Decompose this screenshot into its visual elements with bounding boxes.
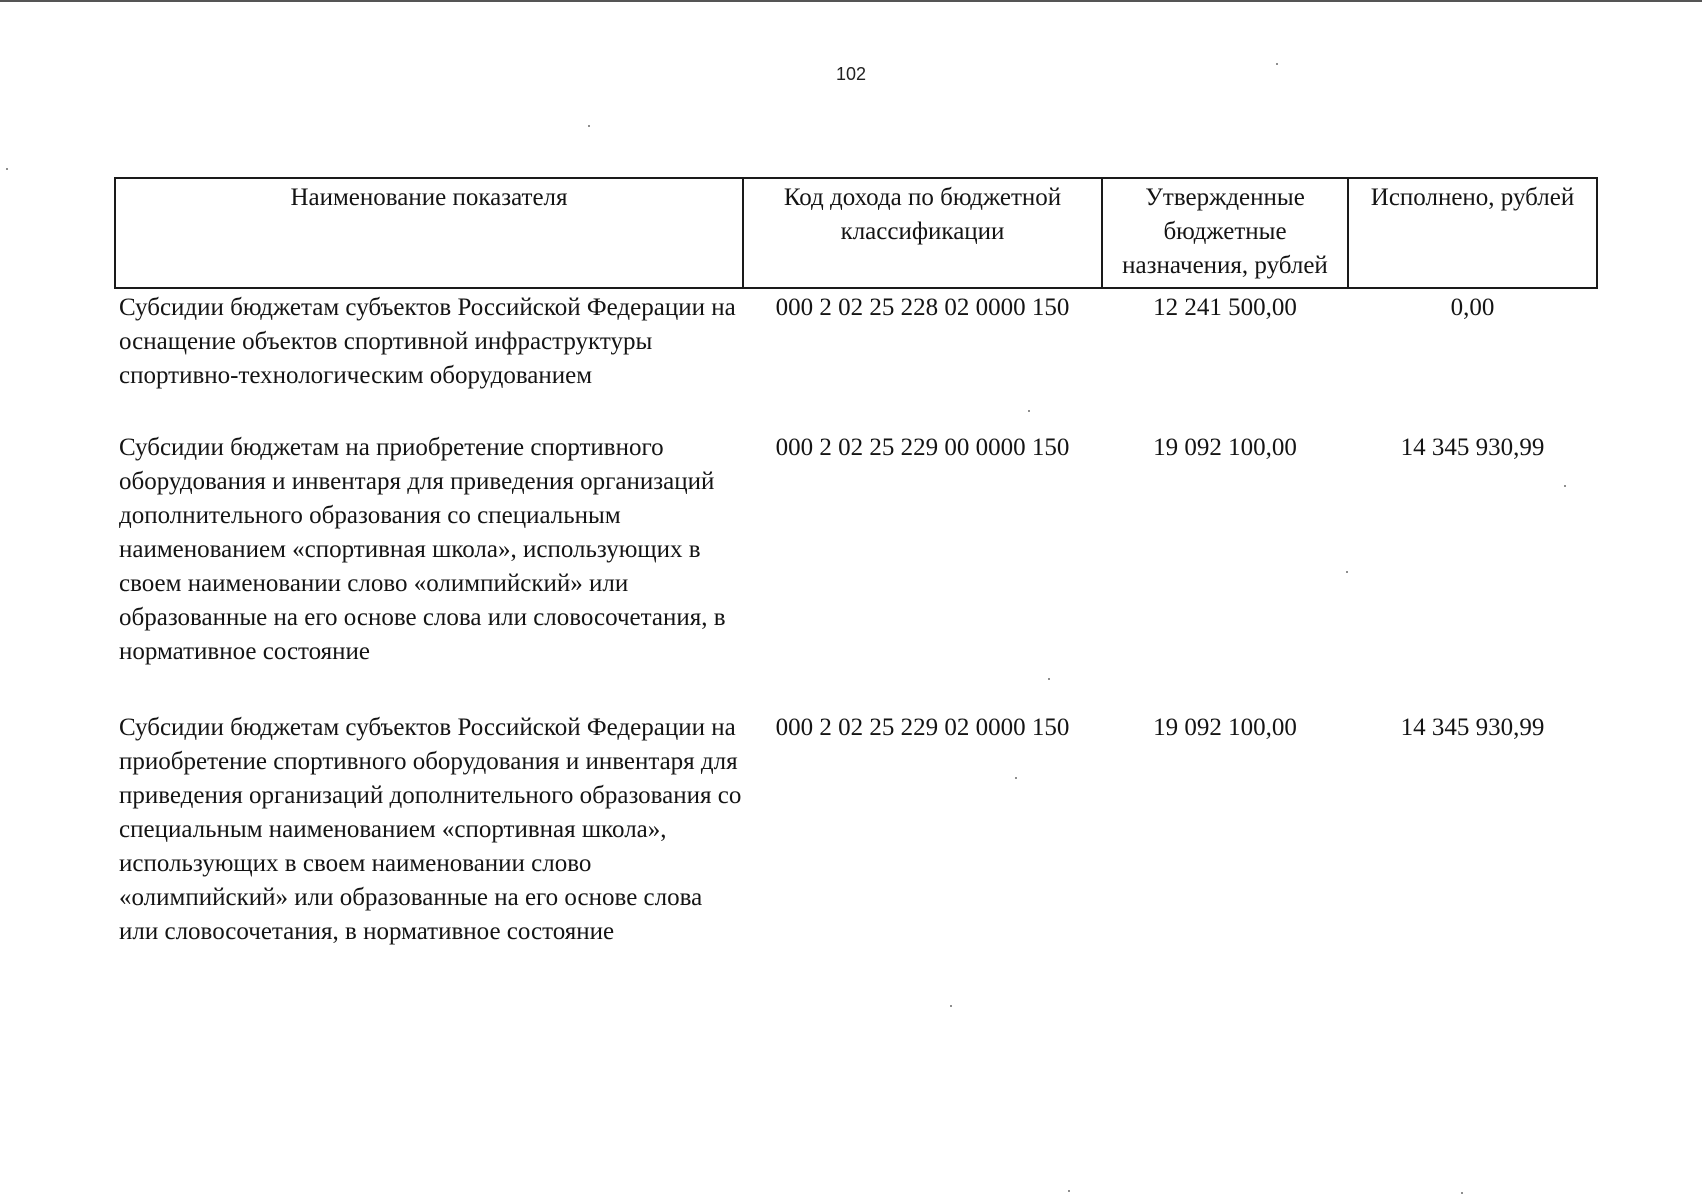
table-row [115, 431, 1597, 711]
top-border-line [0, 0, 1702, 2]
header-approved-amount: Утвержденные бюджетные назначения, рублей [1102, 178, 1348, 288]
scan-speck [1028, 410, 1030, 412]
page-number: 102 [835, 64, 867, 84]
approved-amount: 19 092 100,00 [1153, 714, 1297, 741]
scan-speck [1564, 485, 1566, 487]
indicator-name: Субсидии бюджетам субъектов Российской Федерации на оснащение объектов спортивной инфраструктуры спортивно-технологическим оборудованием [119, 294, 736, 389]
scan-speck [6, 168, 8, 170]
executed-amount: 14 345 930,99 [1400, 714, 1545, 741]
scan-speck [1276, 63, 1278, 65]
indicator-name: Субсидии бюджетам на приобретение спортивного оборудования и инвентаря для приведения организаций дополнительного образования со специальным наименованием «спортивная школа», использующих в своем наименовании слово «олимпийский» или образованные на его основе слова или словосочетания, в нормативное состояние [119, 434, 726, 665]
scan-speck [1346, 571, 1348, 573]
income-code: 000 2 02 25 228 02 0000 150 [775, 294, 1070, 321]
approved-amount: 12 241 500,00 [1153, 294, 1297, 321]
header-income-code: Код дохода по бюджетной классификации [743, 178, 1102, 288]
table-header-row [115, 178, 1597, 288]
scan-speck [950, 1005, 952, 1007]
budget-income-table [114, 177, 1598, 991]
executed-amount: 0,00 [1450, 294, 1495, 321]
income-code: 000 2 02 25 229 02 0000 150 [775, 714, 1070, 741]
table-row [115, 711, 1597, 991]
income-code: 000 2 02 25 229 00 0000 150 [775, 434, 1070, 461]
header-executed-amount: Исполнено, рублей [1348, 178, 1597, 288]
executed-amount: 14 345 930,99 [1400, 434, 1545, 461]
scan-speck [588, 125, 590, 127]
approved-amount: 19 092 100,00 [1153, 434, 1297, 461]
scan-speck [1048, 678, 1050, 680]
scan-speck [1461, 1192, 1463, 1194]
header-indicator-name: Наименование показателя [115, 178, 743, 288]
table-row [115, 288, 1597, 431]
scan-speck [1015, 777, 1017, 779]
indicator-name: Субсидии бюджетам субъектов Российской Федерации на приобретение спортивного оборудования и инвентаря для приведения организаций дополнительного образования со специальным наименованием «спортивная школа», использующих в своем наименовании слово «олимпийский» или образованные на его основе слова или словосочетания, в нормативное состояние [119, 714, 742, 945]
scan-speck [1068, 1190, 1070, 1192]
